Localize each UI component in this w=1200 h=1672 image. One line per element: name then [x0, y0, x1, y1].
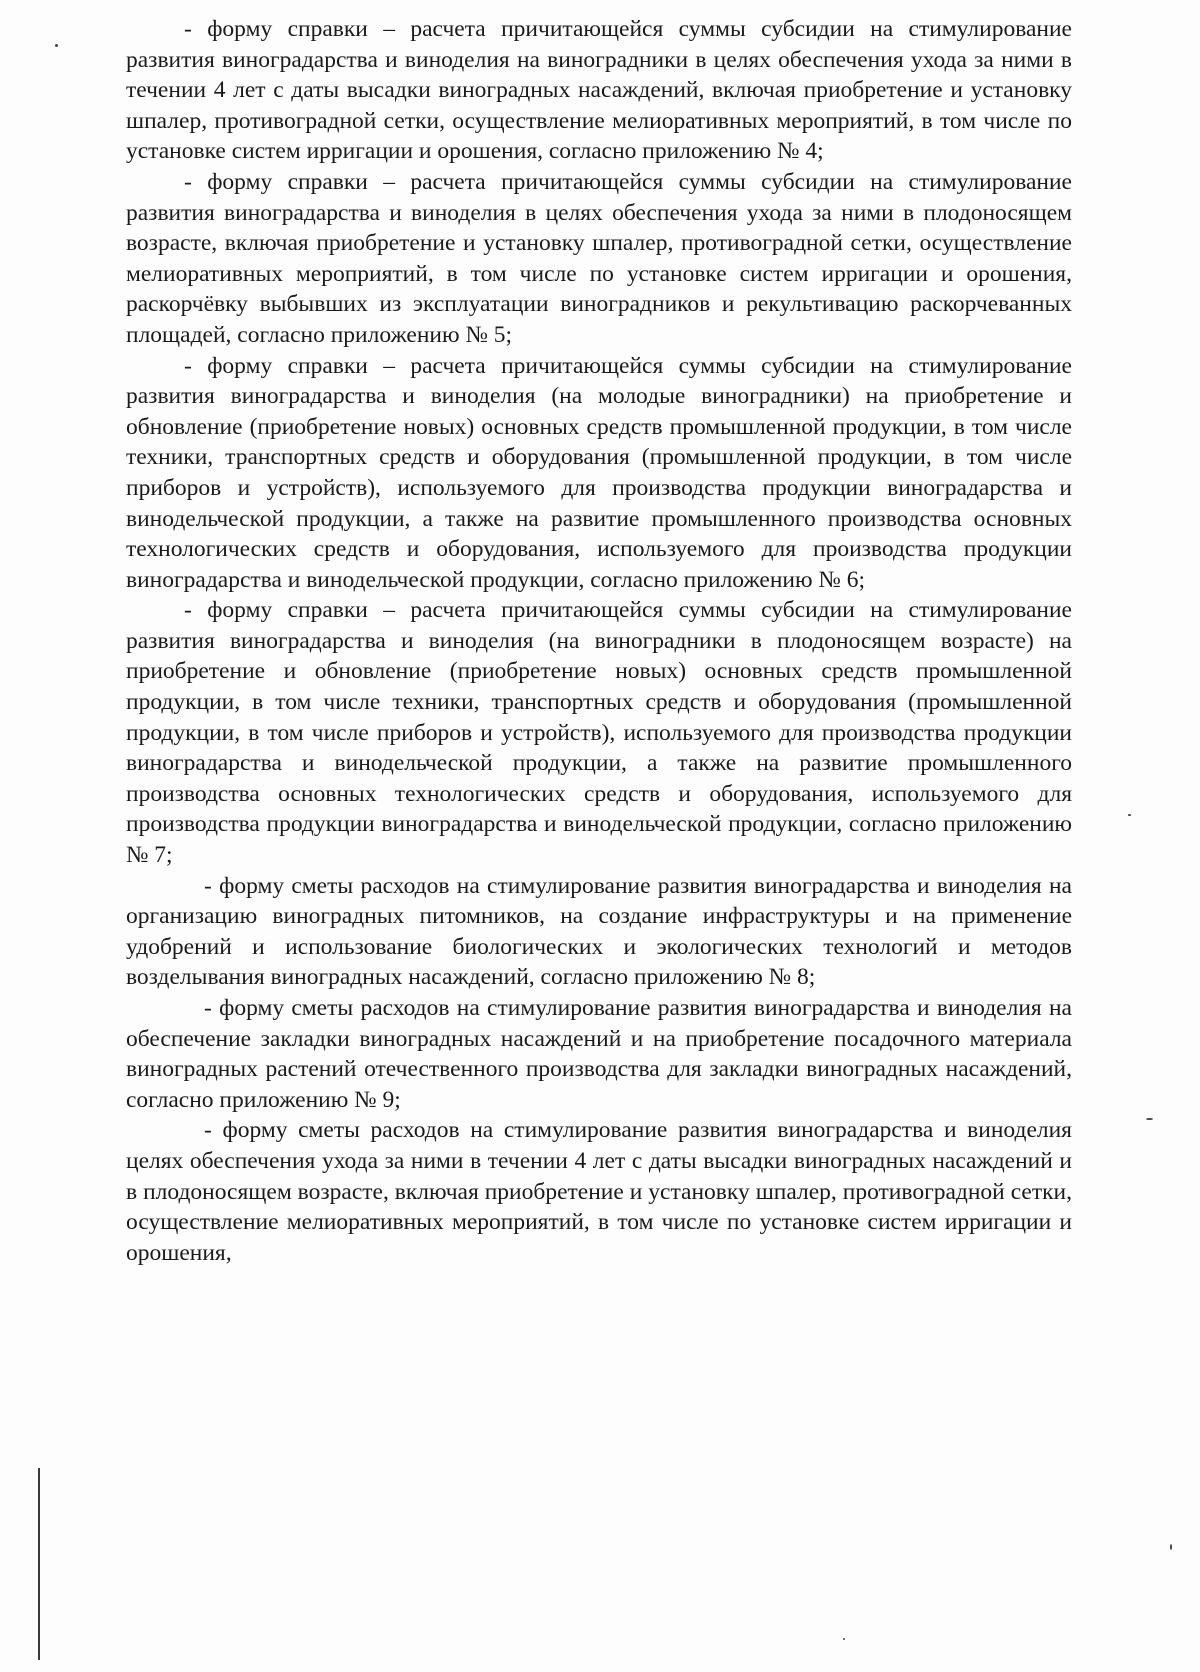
document-body — [126, 14, 1072, 1268]
paragraph-appendix-6: - форму справки – расчета причитающейся суммы субсидии на стимулирование развития виноградарства и виноделия (на молодые виноградники) на приобретение и обновление (приобретение новых) основных средств промышленной продукции, в том числе техники, транспортных средств и оборудования (промышленной продукции, в том числе приборов и устройств), используемого для производства продукции виноградарства и винодельческой продукции, а также на развитие промышленного производства основных технологических средств и оборудования, используемого для производства продукции виноградарства и винодельческой продукции, согласно приложению № 6; — [126, 352, 1072, 593]
paragraph-appendix-8: - форму сметы расходов на стимулирование развития виноградарства и виноделия на организацию виноградных питомников, на создание инфраструктуры и на применение удобрений и использование биологических и экологических технологий и методов возделывания виноградных насаждений, согласно приложению № 8; — [126, 872, 1072, 991]
paragraph-appendix-7: - форму справки – расчета причитающейся суммы субсидии на стимулирование развития виноградарства и виноделия (на виноградники в плодоносящем возрасте) на приобретение и обновление (приобретение новых) основных средств промышленной продукции, в том числе техники, транспортных средств и оборудования (промышленной продукции, в том числе приборов и устройств), используемого для производства продукции виноградарства и винодельческой продукции, а также на развитие промышленного производства основных технологических средств и оборудования, используемого для производства продукции виноградарства и винодельческой продукции, согласно приложению № 7; — [126, 597, 1072, 869]
paragraph-appendix-4: - форму справки – расчета причитающейся суммы субсидии на стимулирование развития виноградарства и виноделия на виноградники в целях обеспечения ухода за ними в течении 4 лет с даты высадки виноградных насаждений, включая приобретение и установку шпалер, противоградной сетки, осуществление мелиоративных мероприятий, в том числе по установке систем ирригации и орошения, согласно приложению № 4; — [126, 16, 1072, 165]
scan-speck — [1170, 1544, 1172, 1550]
scan-speck — [55, 44, 58, 47]
scan-speck — [843, 1638, 845, 1640]
scan-speck — [1146, 1118, 1153, 1120]
paragraph-estimate-care: - форму сметы расходов на стимулирование развития виноградарства и виноделия целях обеспечения ухода за ними в течении 4 лет с даты высадки виноградных насаждений и в плодоносящем возрасте, включая приобретение и установку шпалер, противоградной сетки, осуществление мелиоративных мероприятий, в том числе по установке систем ирригации и орошения, — [126, 1117, 1072, 1266]
paragraph-appendix-9: - форму сметы расходов на стимулирование развития виноградарства и виноделия на обеспечение закладки виноградных насаждений и на приобретение посадочного материала виноградных растений отечественного производства для закладки виноградных насаждений, согласно приложению № 9; — [126, 995, 1072, 1113]
scan-artifact-line — [38, 1468, 40, 1660]
scan-speck — [1128, 814, 1131, 816]
paragraph-appendix-5: - форму справки – расчета причитающейся суммы субсидии на стимулирование развития виноградарства и виноделия в целях обеспечения ухода за ними в плодоносящем возрасте, включая приобретение и установку шпалер, противоградной сетки, осуществление мелиоративных мероприятий, в том числе по установке систем ирригации и орошения, раскорчёвку выбывших из эксплуатации виноградников и рекультивацию раскорчеванных площадей, согласно приложению № 5; — [126, 168, 1072, 348]
